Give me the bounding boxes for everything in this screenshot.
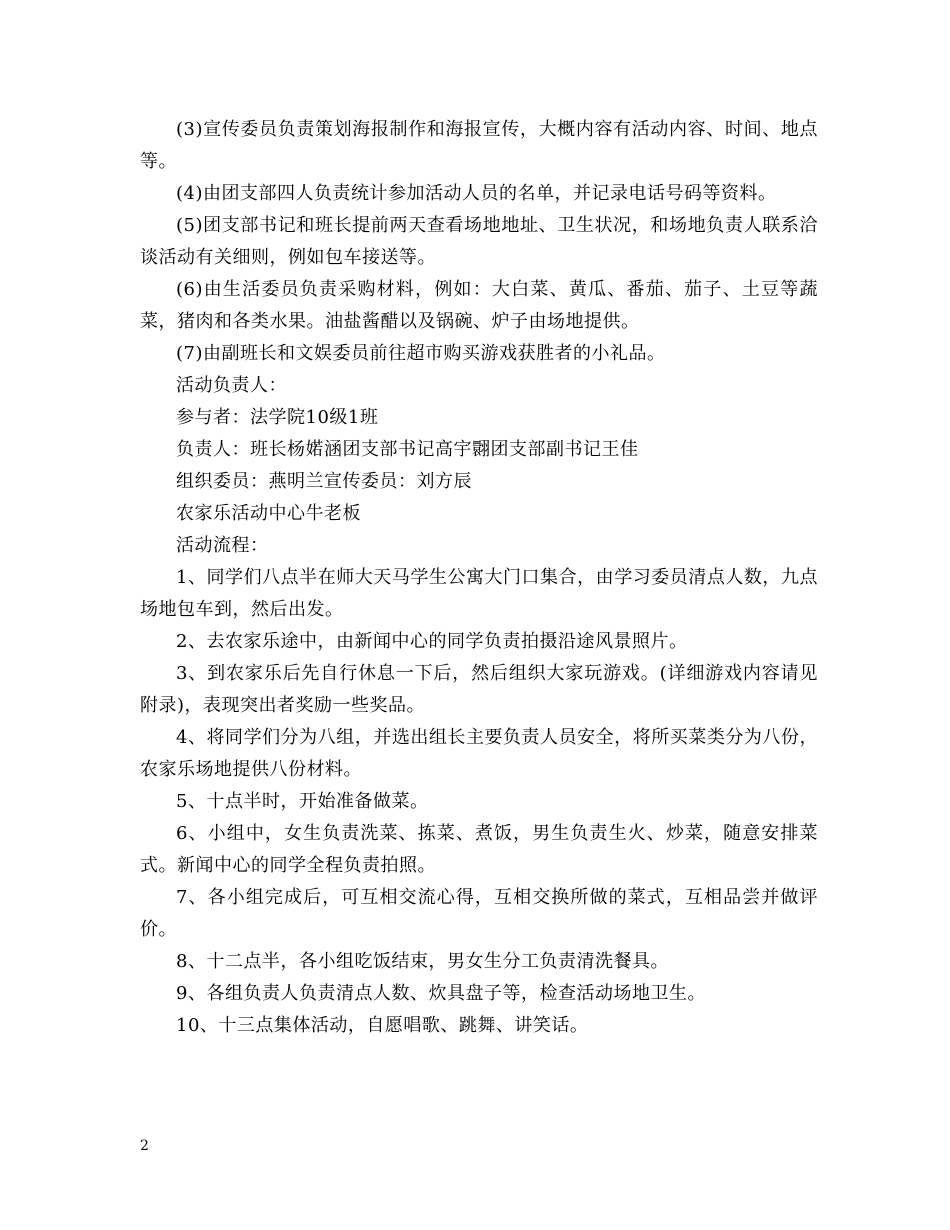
paragraph-4-registration: (4)由团支部四人负责统计参加活动人员的名单，并记录电话号码等资料。 <box>176 183 777 204</box>
process-step-3: 3、到农家乐后先自行休息一下后，然后组织大家玩游戏。(详细游戏内容请见附录)，表现突出者奖励一些奖品。 <box>140 663 818 716</box>
process-step-8: 8、十二点半，各小组吃饭结束，男女生分工负责清洗餐具。 <box>176 951 669 972</box>
process-step-1: 1、同学们八点半在师大天马学生公寓大门口集合，由学习委员清点人数，九点场地包车到，然后出发。 <box>140 567 818 620</box>
process-step-10: 10、十三点集体活动，自愿唱歌、跳舞、讲笑话。 <box>176 1015 589 1036</box>
paragraph-7-prizes: (7)由副班长和文娱委员前往超市购买游戏获胜者的小礼品。 <box>176 343 666 364</box>
venue-contact-line: 农家乐活动中心牛老板 <box>176 503 361 524</box>
page-number: 2 <box>140 1138 149 1154</box>
process-step-6: 6、小组中，女生负责洗菜、拣菜、煮饭，男生负责生火、炒菜，随意安排菜式。新闻中心的同学全程负责拍照。 <box>140 823 818 876</box>
paragraph-3-publicity: (3)宣传委员负责策划海报制作和海报宣传，大概内容有活动内容、时间、地点等。 <box>140 119 818 172</box>
paragraph-5-venue-check: (5)团支部书记和班长提前两天查看场地地址、卫生状况，和场地负责人联系洽谈活动有关细则，例如包车接送等。 <box>140 215 818 268</box>
process-step-7: 7、各小组完成后，可互相交流心得，互相交换所做的菜式，互相品尝并做评价。 <box>140 887 818 940</box>
leaders-line: 负责人：班长杨婼涵团支部书记高宇翾团支部副书记王佳 <box>176 439 639 460</box>
document-body <box>140 114 818 1042</box>
process-step-5: 5、十点半时，开始准备做菜。 <box>176 791 429 812</box>
participants-line: 参与者：法学院10级1班 <box>176 407 379 428</box>
heading-activity-process: 活动流程： <box>176 535 269 556</box>
heading-activity-leaders: 活动负责人： <box>176 375 287 396</box>
paragraph-6-purchasing: (6)由生活委员负责采购材料，例如：大白菜、黄瓜、番茄、茄子、土豆等蔬菜，猪肉和各类水果。油盐酱醋以及锅碗、炉子由场地提供。 <box>140 279 818 332</box>
process-step-4: 4、将同学们分为八组，并选出组长主要负责人员安全，将所买菜类分为八份，农家乐场地提供八份材料。 <box>140 727 818 780</box>
organizers-line: 组织委员：燕明兰宣传委员：刘方辰 <box>176 471 472 492</box>
process-step-2: 2、去农家乐途中，由新闻中心的同学负责拍摄沿途风景照片。 <box>176 631 688 652</box>
process-step-9: 9、各组负责人负责清点人数、炊具盘子等，检查活动场地卫生。 <box>176 983 706 1004</box>
